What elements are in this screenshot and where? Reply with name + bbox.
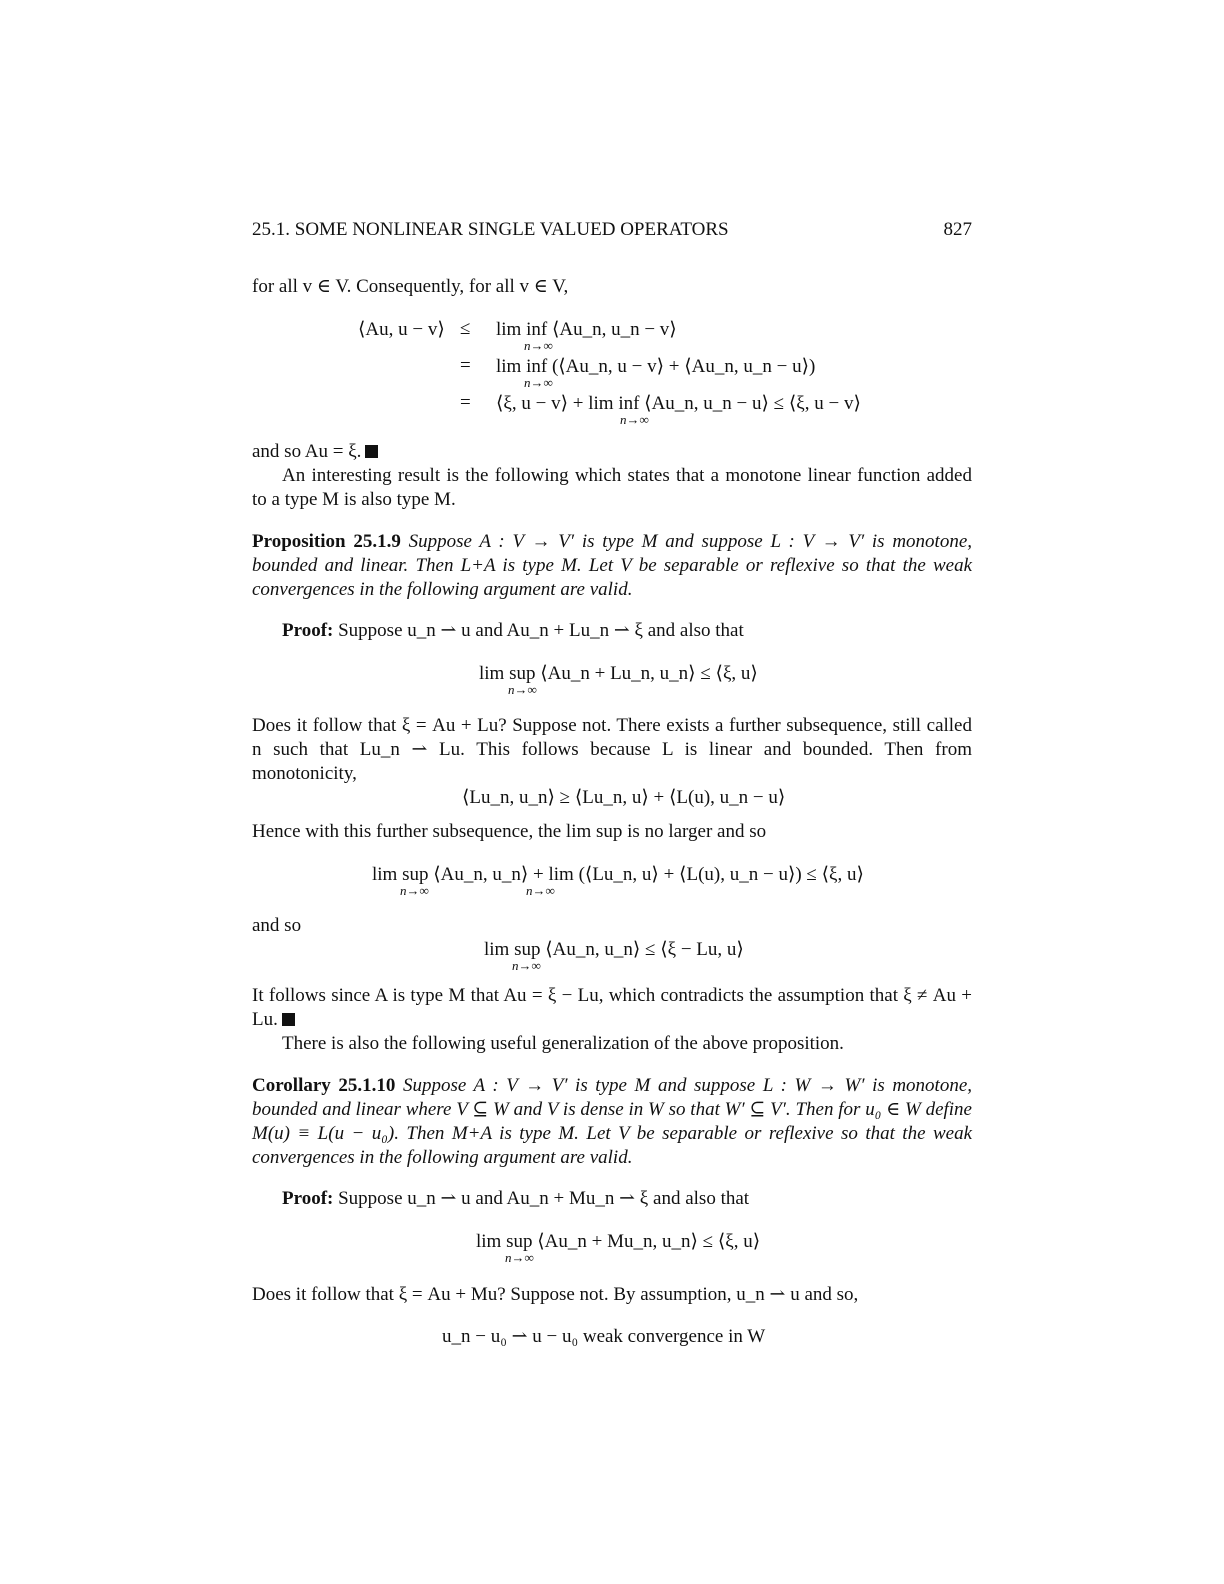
text-span: It follows since A is type M that Au = ξ − Lu, which contradicts the assumption that ξ ≠ Au + Lu. (252, 985, 972, 1030)
eq-row: lim inf (⟨Au_n, u − v⟩ + ⟨Au_n, u_n − u⟩) (496, 356, 816, 377)
eq-row: lim inf ⟨Au_n, u_n − v⟩ (496, 319, 677, 340)
text-span: and so Au = ξ. (252, 441, 362, 462)
proof-start (252, 619, 972, 643)
eq-rel: = (460, 355, 471, 376)
section-title: 25.1. SOME NONLINEAR SINGLE VALUED OPERATORS (252, 219, 729, 240)
eq-rel: ≤ (460, 318, 471, 339)
proposition-label: Proposition 25.1.9 (252, 531, 401, 552)
paragraph: Hence with this further subsequence, the lim sup is no larger and so (252, 821, 767, 842)
paragraph: There is also the following useful generalization of the above proposition. (282, 1033, 844, 1054)
proof-label: Proof: (282, 620, 334, 641)
eq-limit-sub: n→∞ (524, 338, 553, 353)
corollary-text: Suppose A : V → V′ is type M and suppose L : W → W′ is monotone, bounded and linear where V ⊆ W and V is dense in W so that W′ ⊆ V′. Then for u₀ ∈ W define M(u) ≡ L(u − u₀). Then M+A is type M. Let V be separable or reflexive so that the weak convergences in the following argument are valid. (252, 1075, 973, 1168)
text-line: for all v ∈ V. Consequently, for all v ∈ V, (252, 276, 569, 297)
proof-start (252, 1187, 972, 1211)
display-equation: lim sup ⟨Au_n + Lu_n, u_n⟩ ≤ ⟨ξ, u⟩ (479, 663, 758, 684)
running-header (252, 219, 972, 241)
proposition (252, 530, 972, 602)
eq-limit-sub: n→∞ (524, 375, 553, 390)
proof-text: Suppose u_n ⇀ u and Au_n + Lu_n ⇀ ξ and also that (338, 620, 744, 641)
proposition-text: Suppose A : V → V′ is type M and suppose L : V → V′ is monotone, bounded and linear. Then L+A is type M. Let V be separable or reflexive so that the weak convergences in the following argument are valid. (252, 531, 972, 600)
eq-limit-sub: n→∞ (512, 958, 541, 973)
eq-rel: = (460, 392, 471, 413)
corollary-label: Corollary 25.1.10 (252, 1075, 396, 1096)
eq-row: ⟨ξ, u − v⟩ + lim inf ⟨Au_n, u_n − u⟩ ≤ ⟨ξ, u − v⟩ (496, 393, 861, 414)
eq-limit-sub: n→∞ (505, 1250, 534, 1265)
corollary (252, 1074, 972, 1170)
qed-square-icon (365, 445, 378, 458)
display-equation: lim sup ⟨Au_n, u_n⟩ + lim (⟨Lu_n, u⟩ + ⟨L(u), u_n − u⟩) ≤ ⟨ξ, u⟩ (372, 864, 864, 885)
display-equation: u_n − u₀ ⇀ u − u₀ weak convergence in W (442, 1326, 766, 1347)
eq-limit-sub: n→∞ (620, 412, 649, 427)
display-equation: lim sup ⟨Au_n + Mu_n, u_n⟩ ≤ ⟨ξ, u⟩ (476, 1231, 761, 1252)
eq-limit-sub: n→∞ (526, 883, 555, 898)
display-equation: lim sup ⟨Au_n, u_n⟩ ≤ ⟨ξ − Lu, u⟩ (484, 939, 744, 960)
eq-limit-sub: n→∞ (508, 682, 537, 697)
display-equation: ⟨Lu_n, u_n⟩ ≥ ⟨Lu_n, u⟩ + ⟨L(u), u_n − u⟩ (462, 787, 786, 808)
qed-square-icon (282, 1013, 295, 1026)
eq-lhs: ⟨Au, u − v⟩ (358, 319, 445, 340)
proof-text: Suppose u_n ⇀ u and Au_n + Mu_n ⇀ ξ and also that (338, 1188, 750, 1209)
text-line (252, 440, 972, 464)
proof-label: Proof: (282, 1188, 334, 1209)
eq-limit-sub: n→∞ (400, 883, 429, 898)
text-line: and so (252, 915, 302, 936)
page-number: 827 (943, 219, 972, 240)
paragraph: Does it follow that ξ = Au + Mu? Suppose not. By assumption, u_n ⇀ u and so, (252, 1284, 859, 1305)
paragraph: An interesting result is the following which states that a monotone linear function added to a type M is also type M. (252, 465, 972, 510)
paragraph: Does it follow that ξ = Au + Lu? Suppose not. There exists a further subsequence, still called n such that Lu_n ⇀ Lu. This follows because L is linear and bounded. Then from monotonicity, (252, 715, 972, 784)
paragraph (252, 984, 972, 1032)
